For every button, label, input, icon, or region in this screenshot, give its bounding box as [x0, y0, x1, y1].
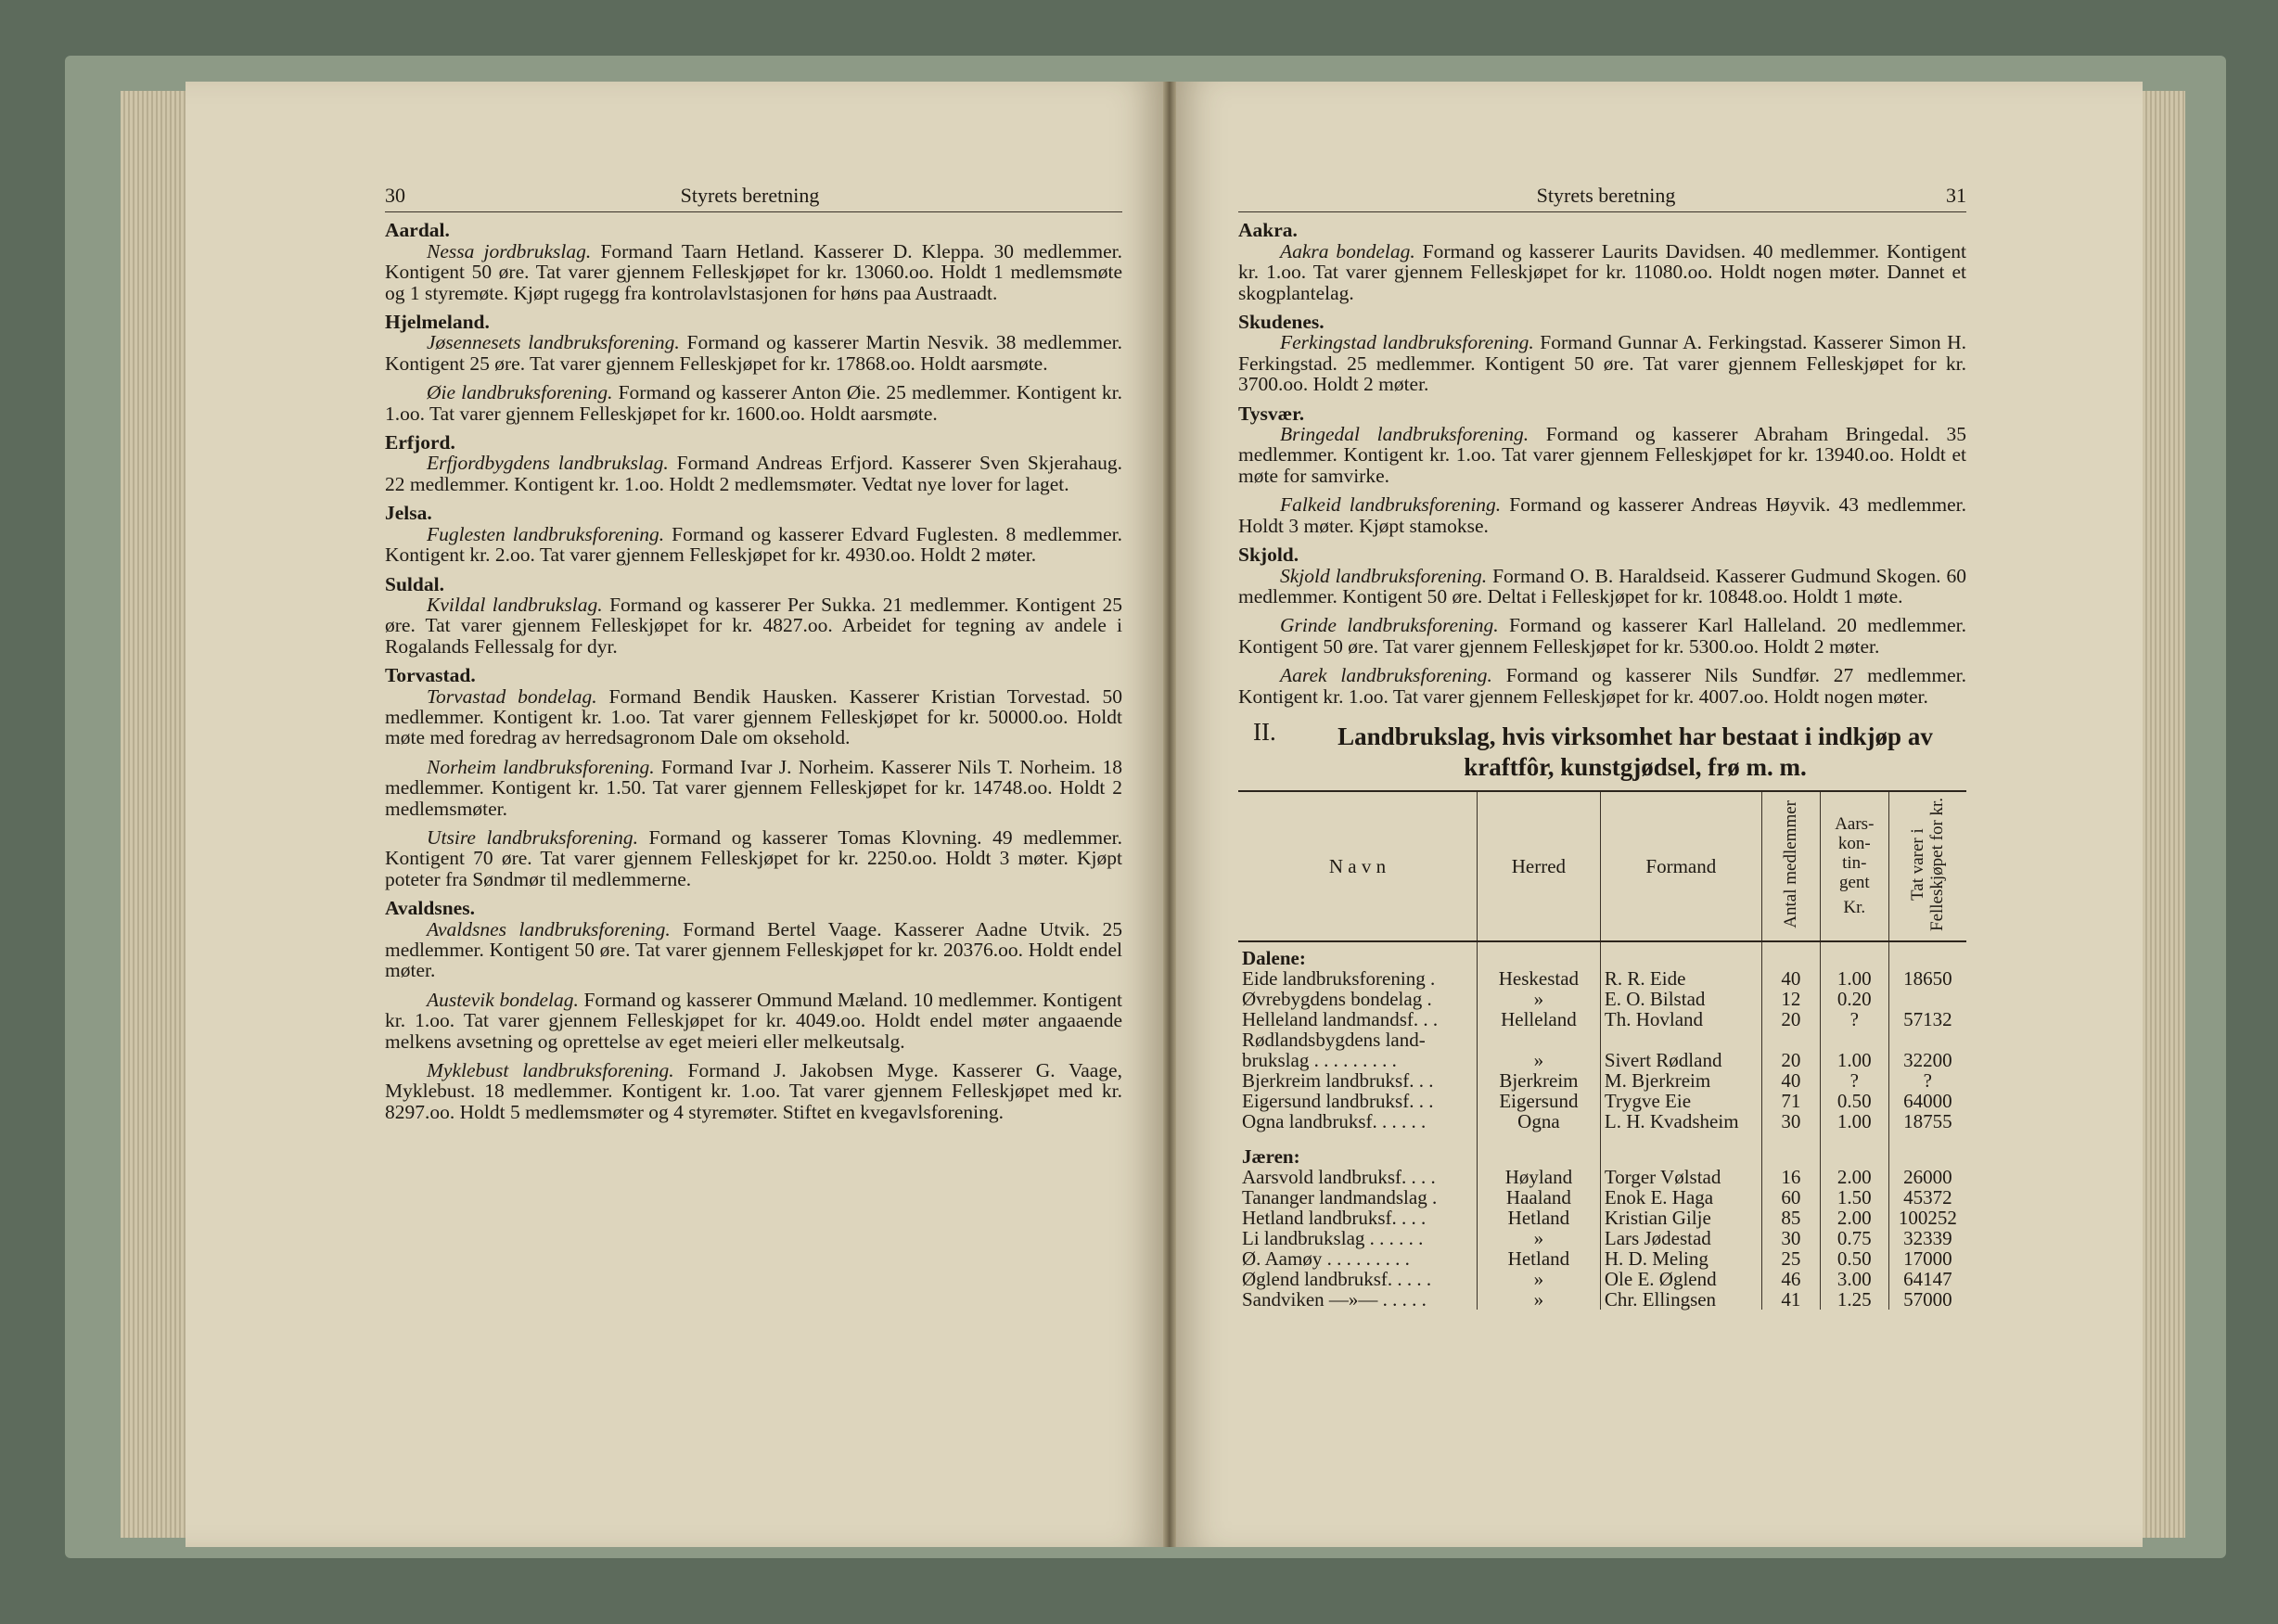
- cell-formand: M. Bjerkreim: [1600, 1070, 1761, 1091]
- group-empty-cell: [1761, 1141, 1820, 1167]
- cell-formand: E. O. Bilstad: [1600, 989, 1761, 1009]
- cell-kontigent: 0.75: [1820, 1228, 1888, 1248]
- entry-name: Torvastad bondelag.: [427, 684, 597, 708]
- entry-text: Formand og kasserer Abraham Bringedal. 35 medlemmer. Kontigent kr. 1.oo. Tat varer gjennem Felleskjøpet for kr. 13940.oo. Holdt et møte for samvirke.: [1238, 423, 1967, 487]
- cell-herred: Eigersund: [1477, 1091, 1600, 1111]
- left-entry: [385, 990, 1122, 1052]
- left-region-heading: Torvastad.: [385, 664, 476, 687]
- cell-formand: Kristian Gilje: [1600, 1208, 1761, 1228]
- cell-herred: »: [1477, 1289, 1600, 1310]
- right-entry: [1238, 424, 1966, 486]
- entry-text: Formand Bendik Hausken. Kasserer Kristian Torvestad. 50 medlemmer. Kontigent kr. 1.oo. Tat varer gjennem Felleskjøpet for kr. 50000.oo. Holdt møte med foredrag av herredsagronom Dale om oksehold.: [385, 684, 1122, 749]
- cell-kontigent: 0.50: [1820, 1248, 1888, 1269]
- left-region-heading: Avaldsnes.: [385, 897, 475, 920]
- entry-text: Formand Andreas Erfjord. Kasserer Sven Skjerahaug. 22 medlemmer. Kontigent kr. 1.oo. Holdt 2 medlemsmøter. Vedtat nye lover for laget.: [385, 452, 1122, 495]
- cell-navn: Ø. Aamøy . . . . . . . . .: [1242, 1247, 1410, 1270]
- table-gap-row: [1238, 1132, 1966, 1141]
- entry-text: Formand og kasserer Tomas Klovning. 49 medlemmer. Kontigent 70 øre. Tat varer gjennem Felleskjøpet for kr. 2250.oo. Holdt 3 møter. Kjøpt poteter fra Søndmør til medlemmerne.: [385, 825, 1123, 890]
- entry-name: Utsire landbruksforening.: [427, 825, 638, 849]
- entry-name: Bringedal landbruksforening.: [1280, 423, 1529, 446]
- right-entry: [1238, 494, 1966, 536]
- left-entry: [385, 524, 1122, 566]
- cell-formand: R. R. Eide: [1600, 968, 1761, 989]
- entry-text: Formand og kasserer Per Sukka. 21 medlemmer. Kontigent 25 øre. Tat varer gjennem Felleskjøpet for kr. 4827.oo. Arbeidet for tegning av andele i Rogalands Fellessalg for dyr.: [385, 593, 1123, 658]
- cell-kontigent: 1.50: [1820, 1187, 1888, 1208]
- table-row: [1238, 1228, 1966, 1248]
- entry-text: Formand Gunnar A. Ferkingstad. Kasserer Simon H. Ferkingstad. 25 medlemmer. Kontigent 50 øre. Tat varer gjennem Felleskjøpet for kr. 3700.oo. Holdt 2 møter.: [1238, 331, 1967, 396]
- right-region-heading: Aakra.: [1238, 219, 1298, 242]
- cell-varer: 45372: [1888, 1187, 1966, 1208]
- entry-text: Formand og kasserer Nils Sundfør. 27 medlemmer. Kontigent kr. 1.oo. Tat varer gjennem Felleskjøpet for kr. 4007.oo. Holdt nogen møter.: [1238, 664, 1967, 708]
- cell-kontigent: 2.00: [1820, 1208, 1888, 1228]
- group-empty-cell: [1600, 941, 1761, 968]
- gap-cell: [1477, 1132, 1600, 1141]
- left-entry: [385, 241, 1122, 303]
- group-empty-cell: [1820, 1141, 1888, 1167]
- cell-kontigent: 1.25: [1820, 1289, 1888, 1310]
- entry-name: Jøsennesets landbruksforening.: [427, 331, 680, 354]
- entry-text: Formand og kasserer Edvard Fuglesten. 8 medlemmer. Kontigent kr. 2.oo. Tat varer gjennem Felleskjøpet for kr. 4930.oo. Holdt 2 møter.: [385, 522, 1122, 567]
- cell-navn: Bjerkreim landbruksf. . .: [1242, 1068, 1434, 1092]
- table-row: [1238, 1009, 1966, 1029]
- left-running-title: Styrets beretning: [680, 184, 820, 207]
- cell-navn: Hetland landbruksf. . . .: [1242, 1206, 1427, 1229]
- cell-kontigent: ?: [1820, 1009, 1888, 1029]
- gap-cell: [1600, 1132, 1761, 1141]
- cell-herred: Hetland: [1477, 1248, 1600, 1269]
- cell-navn: Helleland landmandsf. . .: [1242, 1007, 1439, 1030]
- cell-antal: 40: [1761, 1070, 1820, 1091]
- cell-varer: [1888, 1029, 1966, 1050]
- col-varer-label: Tat varer i Felleskjøpet for kr.: [1908, 797, 1948, 931]
- cell-kontigent: 1.00: [1820, 968, 1888, 989]
- cell-navn: Li landbrukslag . . . . . .: [1242, 1226, 1424, 1249]
- cell-navn: Aarsvold landbruksf. . . .: [1242, 1165, 1436, 1188]
- entry-text: Formand Ivar J. Norheim. Kasserer Nils T. Norheim. 18 medlemmer. Kontigent kr. 1.50. Tat varer gjennem Felleskjøpet for kr. 14748.oo. Holdt 2 medlemsmøter.: [385, 755, 1123, 820]
- table-row: [1238, 968, 1966, 989]
- gap-cell: [1238, 1132, 1477, 1141]
- right-entry: [1238, 566, 1966, 607]
- table-row: [1238, 1050, 1966, 1070]
- table-row: [1238, 1208, 1966, 1228]
- right-region-heading: Skudenes.: [1238, 311, 1325, 334]
- cell-navn: Sandviken —»— . . . . .: [1242, 1287, 1427, 1311]
- left-page-column: [385, 185, 1122, 1131]
- right-running-head: [1238, 185, 1966, 212]
- cell-navn: Eide landbruksforening .: [1242, 966, 1436, 990]
- cell-varer: 26000: [1888, 1167, 1966, 1187]
- cell-formand: Ole E. Øglend: [1600, 1269, 1761, 1289]
- left-entry: [385, 919, 1122, 981]
- left-region-heading: Hjelmeland.: [385, 311, 490, 334]
- entry-name: Myklebust landbruksforening.: [427, 1059, 674, 1082]
- table-group-row: [1238, 941, 1966, 968]
- cell-navn: Øglend landbruksf. . . . .: [1242, 1267, 1432, 1290]
- cell-antal: 30: [1761, 1228, 1820, 1248]
- cell-herred: Hetland: [1477, 1208, 1600, 1228]
- group-empty-cell: [1477, 941, 1600, 968]
- cell-kontigent: 3.00: [1820, 1269, 1888, 1289]
- cell-kontigent: 2.00: [1820, 1167, 1888, 1187]
- left-entry: [385, 382, 1122, 424]
- table-header-row: [1238, 791, 1966, 941]
- left-sections: [385, 220, 1122, 1122]
- cell-herred: Heskestad: [1477, 968, 1600, 989]
- left-entry: [385, 686, 1122, 748]
- left-entry: [385, 757, 1122, 819]
- entry-name: Ferkingstad landbruksforening.: [1280, 331, 1534, 354]
- entry-name: Aarek landbruksforening.: [1280, 664, 1492, 687]
- cell-formand: Chr. Ellingsen: [1600, 1289, 1761, 1310]
- entry-name: Avaldsnes landbruksforening.: [427, 917, 671, 940]
- cell-navn: brukslag . . . . . . . . .: [1242, 1048, 1397, 1071]
- entry-text: Formand og kasserer Karl Halleland. 20 medlemmer. Kontigent 50 øre. Tat varer gjennem Felleskjøpet for kr. 5300.oo. Holdt 2 møter.: [1238, 614, 1967, 658]
- right-region-heading: Tysvær.: [1238, 402, 1305, 425]
- cell-herred: Ogna: [1477, 1111, 1600, 1132]
- section-2-number: II.: [1253, 717, 1276, 746]
- left-region-heading: Aardal.: [385, 219, 450, 242]
- group-empty-cell: [1761, 941, 1820, 968]
- entry-name: Nessa jordbrukslag.: [427, 239, 592, 262]
- group-empty-cell: [1477, 1141, 1600, 1167]
- cell-formand: Th. Hovland: [1600, 1009, 1761, 1029]
- right-entry: [1238, 241, 1966, 303]
- cell-varer: 64147: [1888, 1269, 1966, 1289]
- entry-text: Formand Bertel Vaage. Kasserer Aadne Utvik. 25 medlemmer. Kontigent 50 øre. Tat varer gjennem Felleskjøpet for kr. 20376.oo. Holdt endel møter.: [385, 917, 1123, 982]
- cell-navn: Eigersund landbruksf. . .: [1242, 1089, 1434, 1112]
- group-name: Jæren:: [1242, 1144, 1300, 1168]
- entry-text: Formand og kasserer Ommund Mæland. 10 medlemmer. Kontigent kr. 1.oo. Tat varer gjennem Felleskjøpet for kr. 4049.oo. Holdt endel møter angaaende melkens avsetning og oprettelse av eget meieri eller melkeutsalg.: [385, 988, 1123, 1053]
- table-row: [1238, 1167, 1966, 1187]
- cell-varer: 32339: [1888, 1228, 1966, 1248]
- cell-varer: 57132: [1888, 1009, 1966, 1029]
- cell-antal: 85: [1761, 1208, 1820, 1228]
- table-row: [1238, 1269, 1966, 1289]
- cell-varer: 17000: [1888, 1248, 1966, 1269]
- left-entry: [385, 595, 1122, 657]
- cell-formand: Sivert Rødland: [1600, 1050, 1761, 1070]
- cell-formand: H. D. Meling: [1600, 1248, 1761, 1269]
- cell-herred: »: [1477, 989, 1600, 1009]
- left-region-heading: Suldal.: [385, 572, 444, 595]
- gap-cell: [1888, 1132, 1966, 1141]
- cell-herred: Bjerkreim: [1477, 1070, 1600, 1091]
- cell-varer: 18650: [1888, 968, 1966, 989]
- right-page-number: 31: [1946, 184, 1966, 207]
- entry-name: Øie landbruksforening.: [427, 381, 613, 404]
- cell-formand: Lars Jødestad: [1600, 1228, 1761, 1248]
- cell-herred: »: [1477, 1228, 1600, 1248]
- cell-formand: Torger Vølstad: [1600, 1167, 1761, 1187]
- table-row: [1238, 1091, 1966, 1111]
- cell-varer: [1888, 989, 1966, 1009]
- cell-antal: 46: [1761, 1269, 1820, 1289]
- cell-formand: [1600, 1029, 1761, 1050]
- entry-name: Austevik bondelag.: [427, 988, 579, 1011]
- entry-text: Formand og kasserer Laurits Davidsen. 40 medlemmer. Kontigent kr. 1.oo. Tat varer gjennem Felleskjøpet for kr. 11080.oo. Holdt nogen møter. Dannet et skogplantelag.: [1238, 239, 1967, 304]
- group-empty-cell: [1600, 1141, 1761, 1167]
- right-sections: [1238, 220, 1966, 707]
- group-empty-cell: [1820, 941, 1888, 968]
- entry-text: Formand og kasserer Andreas Høyvik. 43 medlemmer. Holdt 3 møter. Kjøpt stamokse.: [1238, 493, 1966, 537]
- section-2-heading: [1238, 717, 1966, 783]
- cell-formand: L. H. Kvadsheim: [1600, 1111, 1761, 1132]
- entry-name: Kvildal landbrukslag.: [427, 593, 603, 616]
- cell-herred: Høyland: [1477, 1167, 1600, 1187]
- cell-varer: ?: [1888, 1070, 1966, 1091]
- table-row: [1238, 1248, 1966, 1269]
- cell-kontigent: ?: [1820, 1070, 1888, 1091]
- cell-formand: Enok E. Haga: [1600, 1187, 1761, 1208]
- col-kontigent-unit: Kr.: [1843, 898, 1866, 918]
- entry-name: Norheim landbruksforening.: [427, 755, 655, 778]
- cell-varer: 18755: [1888, 1111, 1966, 1132]
- cell-antal: 16: [1761, 1167, 1820, 1187]
- cell-navn: Ogna landbruksf. . . . . .: [1242, 1109, 1427, 1132]
- entry-name: Aakra bondelag.: [1280, 239, 1415, 262]
- left-entry: [385, 453, 1122, 494]
- left-entry: [385, 827, 1122, 889]
- cell-herred: »: [1477, 1269, 1600, 1289]
- entry-name: Erfjordbygdens landbrukslag.: [427, 452, 669, 475]
- cell-antal: 60: [1761, 1187, 1820, 1208]
- cell-herred: Haaland: [1477, 1187, 1600, 1208]
- table-row: [1238, 1187, 1966, 1208]
- page-edges-left: [121, 91, 187, 1538]
- cell-navn: Tananger landmandslag .: [1242, 1185, 1438, 1208]
- cell-antal: 30: [1761, 1111, 1820, 1132]
- cell-antal: 25: [1761, 1248, 1820, 1269]
- table-row: [1238, 1070, 1966, 1091]
- table-row: [1238, 1029, 1966, 1050]
- group-name: Dalene:: [1242, 946, 1306, 969]
- cell-varer: 57000: [1888, 1289, 1966, 1310]
- entry-text: Formand og kasserer Anton Øie. 25 medlemmer. Kontigent kr. 1.oo. Tat varer gjennem Felleskjøpet for kr. 1600.oo. Holdt aarsmøte.: [385, 381, 1122, 425]
- table-row: [1238, 989, 1966, 1009]
- entry-name: Grinde landbruksforening.: [1280, 614, 1499, 637]
- right-entry: [1238, 615, 1966, 657]
- cell-antal: 12: [1761, 989, 1820, 1009]
- right-entry: [1238, 665, 1966, 707]
- cell-antal: 20: [1761, 1050, 1820, 1070]
- entry-text: Formand og kasserer Martin Nesvik. 38 medlemmer. Kontigent 25 øre. Tat varer gjennem Felleskjøpet for kr. 17868.oo. Holdt aarsmøte.: [385, 331, 1122, 375]
- col-kontigent: [1820, 791, 1888, 941]
- cell-antal: 71: [1761, 1091, 1820, 1111]
- cell-antal: [1761, 1029, 1820, 1050]
- entry-name: Fuglesten landbruksforening.: [427, 522, 665, 545]
- entry-text: Formand O. B. Haraldseid. Kasserer Gudmund Skogen. 60 medlemmer. Kontigent 50 øre. Deltat i Felleskjøpet for kr. 10848.oo. Holdt 1 møte.: [1238, 564, 1967, 607]
- cell-kontigent: 0.50: [1820, 1091, 1888, 1111]
- col-herred: Herred: [1477, 791, 1600, 941]
- landbrukslag-table: [1238, 790, 1966, 1310]
- section-2-title: Landbrukslag, hvis virksomhet har bestaat i indkjøp av kraftfôr, kunstgjødsel, frø m. m.: [1337, 722, 1933, 781]
- right-region-heading: Skjold.: [1238, 543, 1299, 567]
- col-antal: [1761, 791, 1820, 941]
- book-gutter: [1163, 82, 1176, 1547]
- cell-navn: Øvrebygdens bondelag .: [1242, 987, 1432, 1010]
- left-running-head: [385, 185, 1122, 212]
- col-navn: N a v n: [1238, 791, 1477, 941]
- left-page-number: 30: [385, 184, 405, 207]
- cell-varer: 64000: [1888, 1091, 1966, 1111]
- page-edges-right: [2143, 91, 2185, 1538]
- entry-text: Formand J. Jakobsen Myge. Kasserer G. Vaage, Myklebust. 18 medlemmer. Kontigent kr. 1.oo. Tat varer gjennem Felleskjøpet med kr. 8297.oo. Holdt 5 medlemsmøter og 4 styremøter. Stiftet en kvegavlsforening.: [385, 1059, 1122, 1123]
- table-group-row: [1238, 1141, 1966, 1167]
- cell-formand: Trygve Eie: [1600, 1091, 1761, 1111]
- entry-text: Formand Taarn Hetland. Kasserer D. Kleppa. 30 medlemmer. Kontigent 50 øre. Tat varer gjennem Felleskjøpet for kr. 13060.oo. Holdt 1 medlemsmøte og 1 styremøte. Kjøpt rugegg fra kontrolavlstasjonen for høns paa Austraadt.: [385, 239, 1123, 304]
- table-row: [1238, 1289, 1966, 1310]
- gap-cell: [1761, 1132, 1820, 1141]
- left-region-heading: Erfjord.: [385, 431, 455, 454]
- cell-herred: Helleland: [1477, 1009, 1600, 1029]
- cell-varer: 32200: [1888, 1050, 1966, 1070]
- group-empty-cell: [1888, 941, 1966, 968]
- cell-kontigent: 1.00: [1820, 1111, 1888, 1132]
- col-varer: [1888, 791, 1966, 941]
- group-empty-cell: [1888, 1141, 1966, 1167]
- cell-navn: Rødlandsbygdens land-: [1242, 1028, 1426, 1051]
- right-page-column: [1238, 185, 1966, 1310]
- cell-kontigent: [1820, 1029, 1888, 1050]
- entry-name: Skjold landbruksforening.: [1280, 564, 1488, 587]
- cell-kontigent: 0.20: [1820, 989, 1888, 1009]
- cell-antal: 40: [1761, 968, 1820, 989]
- col-formand: Formand: [1600, 791, 1761, 941]
- cell-antal: 41: [1761, 1289, 1820, 1310]
- table-row: [1238, 1111, 1966, 1132]
- right-running-title: Styrets beretning: [1536, 184, 1676, 207]
- cell-antal: 20: [1761, 1009, 1820, 1029]
- table-body: [1238, 941, 1966, 1310]
- cell-herred: [1477, 1029, 1600, 1050]
- left-entry: [385, 1060, 1122, 1122]
- col-kontigent-label: Aars- kon- tin- gent: [1835, 814, 1875, 893]
- col-antal-label: Antal medlemmer: [1781, 800, 1801, 928]
- left-region-heading: Jelsa.: [385, 502, 432, 525]
- right-entry: [1238, 332, 1966, 394]
- cell-varer: 100252: [1888, 1208, 1966, 1228]
- cell-kontigent: 1.00: [1820, 1050, 1888, 1070]
- left-entry: [385, 332, 1122, 374]
- cell-herred: »: [1477, 1050, 1600, 1070]
- entry-name: Falkeid landbruksforening.: [1280, 493, 1502, 517]
- gap-cell: [1820, 1132, 1888, 1141]
